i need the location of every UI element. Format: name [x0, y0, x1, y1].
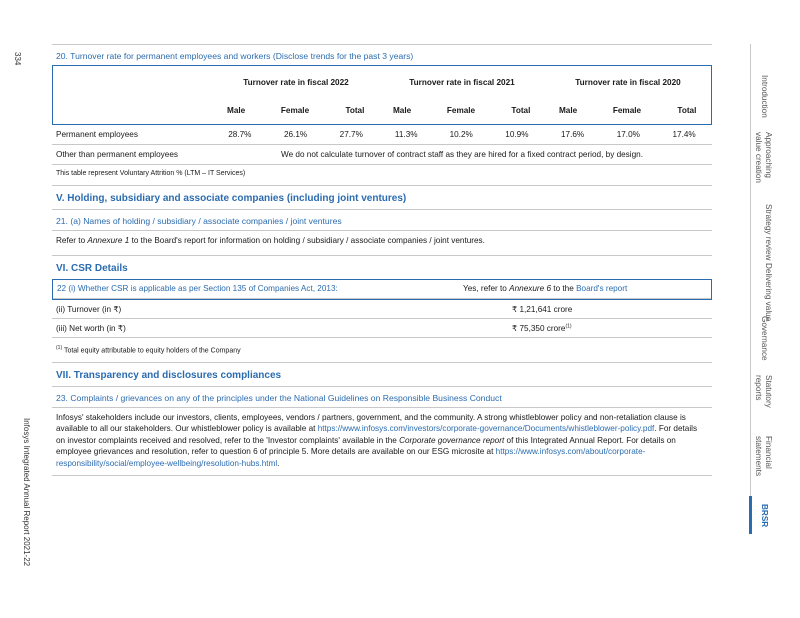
whistleblower-policy-link[interactable]: https://www.infosys.com/investors/corporate-governance/Documents/whistleblower-policy.pdf	[317, 424, 655, 434]
csr-table	[52, 279, 712, 300]
cell-value: 26.1%	[268, 125, 324, 145]
subheader-female: Female	[259, 98, 331, 124]
nav-item-delivering-value[interactable]: Delivering value	[764, 263, 773, 322]
cell-value: 17.4%	[656, 125, 712, 145]
year-header-2022: Turnover rate in fiscal 2022	[213, 66, 379, 98]
turnover-table-body	[52, 125, 712, 166]
cell-value: 10.2%	[433, 125, 489, 145]
nav-item-strategy-review[interactable]: Strategy review	[764, 204, 773, 261]
report-title: Infosys Integrated Annual Report 2021-22	[22, 418, 31, 567]
cell-value: 10.9%	[489, 125, 545, 145]
subheader-male: Male	[213, 98, 259, 124]
row-label: Other than permanent employees	[52, 145, 212, 165]
section-v-question: 21. (a) Names of holding / subsidiary / associate companies / joint ventures	[56, 216, 342, 226]
cell-value: 17.6%	[545, 125, 601, 145]
nav-item-financial-statements[interactable]: Financial statements	[754, 436, 773, 477]
nav-item-introduction[interactable]: Introduction	[760, 75, 769, 118]
boards-report-link[interactable]: Board's report	[576, 284, 628, 293]
table-row	[53, 280, 711, 299]
cell-value: 28.7%	[212, 125, 268, 145]
nav-active-marker	[749, 496, 752, 534]
nav-item-statutory-reports[interactable]: Statutory reports	[754, 375, 773, 408]
contract-staff-note: We do not calculate turnover of contract staff as they are hired for a fixed contract period, by design.	[212, 145, 712, 165]
subheader-female: Female	[425, 98, 497, 124]
nav-item-governance[interactable]: Governance	[760, 316, 769, 361]
cell-value: 17.0%	[600, 125, 656, 145]
page-number: 334	[13, 52, 22, 66]
table-row	[52, 145, 712, 165]
turnover-footnote: This table represent Voluntary Attrition % (LTM – IT Services)	[56, 170, 246, 177]
subheader-female: Female	[591, 98, 663, 124]
net-worth-value: ₹ 75,350 crore$^{(1)}$	[512, 322, 572, 333]
turnover-value: ₹ 1,21,641 crore	[512, 304, 573, 314]
subheader-male: Male	[379, 98, 425, 124]
turnover-question: 20. Turnover rate for permanent employees and workers (Disclose trends for the past 3 years)	[56, 51, 414, 61]
csr-answer: Yes, refer to Annexure 6 to the Board's report	[463, 284, 628, 293]
turnover-label: (ii) Turnover (in ₹)	[56, 304, 122, 314]
cell-value: 27.7%	[323, 125, 379, 145]
table-row	[52, 125, 712, 145]
csr-question: 22 (i) Whether CSR is applicable as per Section 135 of Companies Act, 2013:	[57, 284, 338, 293]
year-header-2021: Turnover rate in fiscal 2021	[379, 66, 545, 98]
turnover-table	[53, 66, 711, 125]
section-vii-text: Infosys' stakeholders include our investors, clients, employees, vendors / partners, government, and the community. A strong whistleblower policy and non-retaliation clause is available to all our stakeholders. Our whistleblower policy is available at https://www.infosys.com/investors/corporate-governance/Documents/whistleblower-policy.pdf. For details on investor complaints received and resolved, refer to the 'Investor complaints' available in the Corporate governance report of this Integrated Annual Report. For details on employee grievances and resolution, refer to question 6 of principle 5. More details are available on our ESG microsite at https://www.infosys.com/about/corporate-responsibility/social/employee-wellbeing/resolution-hubs.html.	[56, 412, 698, 468]
esg-microsite-link[interactable]: https://www.infosys.com/about/corporate-responsibility/social/employee-wellbeing/resolution-hubs.html	[56, 447, 646, 468]
section-vii-question: 23. Complaints / grievances on any of the principles under the National Guidelines on Responsible Business Conduct	[56, 392, 502, 403]
table-row	[52, 319, 712, 338]
turnover-table-box	[52, 65, 712, 125]
csr-footnote: $^{(1)}$ Total equity attributable to equity holders of the Company	[56, 344, 241, 354]
subheader-total: Total	[663, 98, 711, 124]
section-v-title: V. Holding, subsidiary and associate companies (including joint ventures)	[56, 193, 407, 204]
nav-item-approaching-value-creation[interactable]: Approaching value creation	[754, 132, 773, 183]
section-v-text: Refer to Annexure 1 to the Board's report for information on holding / subsidiary / associate companies / joint ventures.	[56, 236, 485, 245]
table-corner	[53, 66, 213, 98]
subheader-corner	[53, 98, 213, 124]
section-vi-title: VI. CSR Details	[56, 262, 128, 274]
subheader-total: Total	[331, 98, 379, 124]
year-header-2020: Turnover rate in fiscal 2020	[545, 66, 711, 98]
section-vii-title: VII. Transparency and disclosures compliances	[56, 369, 282, 381]
main-content	[52, 44, 712, 476]
subheader-male: Male	[545, 98, 591, 124]
nav-track	[750, 44, 751, 534]
table-row	[52, 300, 712, 319]
net-worth-label: (iii) Net worth (in ₹)	[56, 323, 126, 333]
nav-item-brsr[interactable]: BRSR	[760, 504, 769, 528]
row-label: Permanent employees	[52, 125, 212, 145]
cell-value: 11.3%	[379, 125, 433, 145]
subheader-total: Total	[497, 98, 545, 124]
